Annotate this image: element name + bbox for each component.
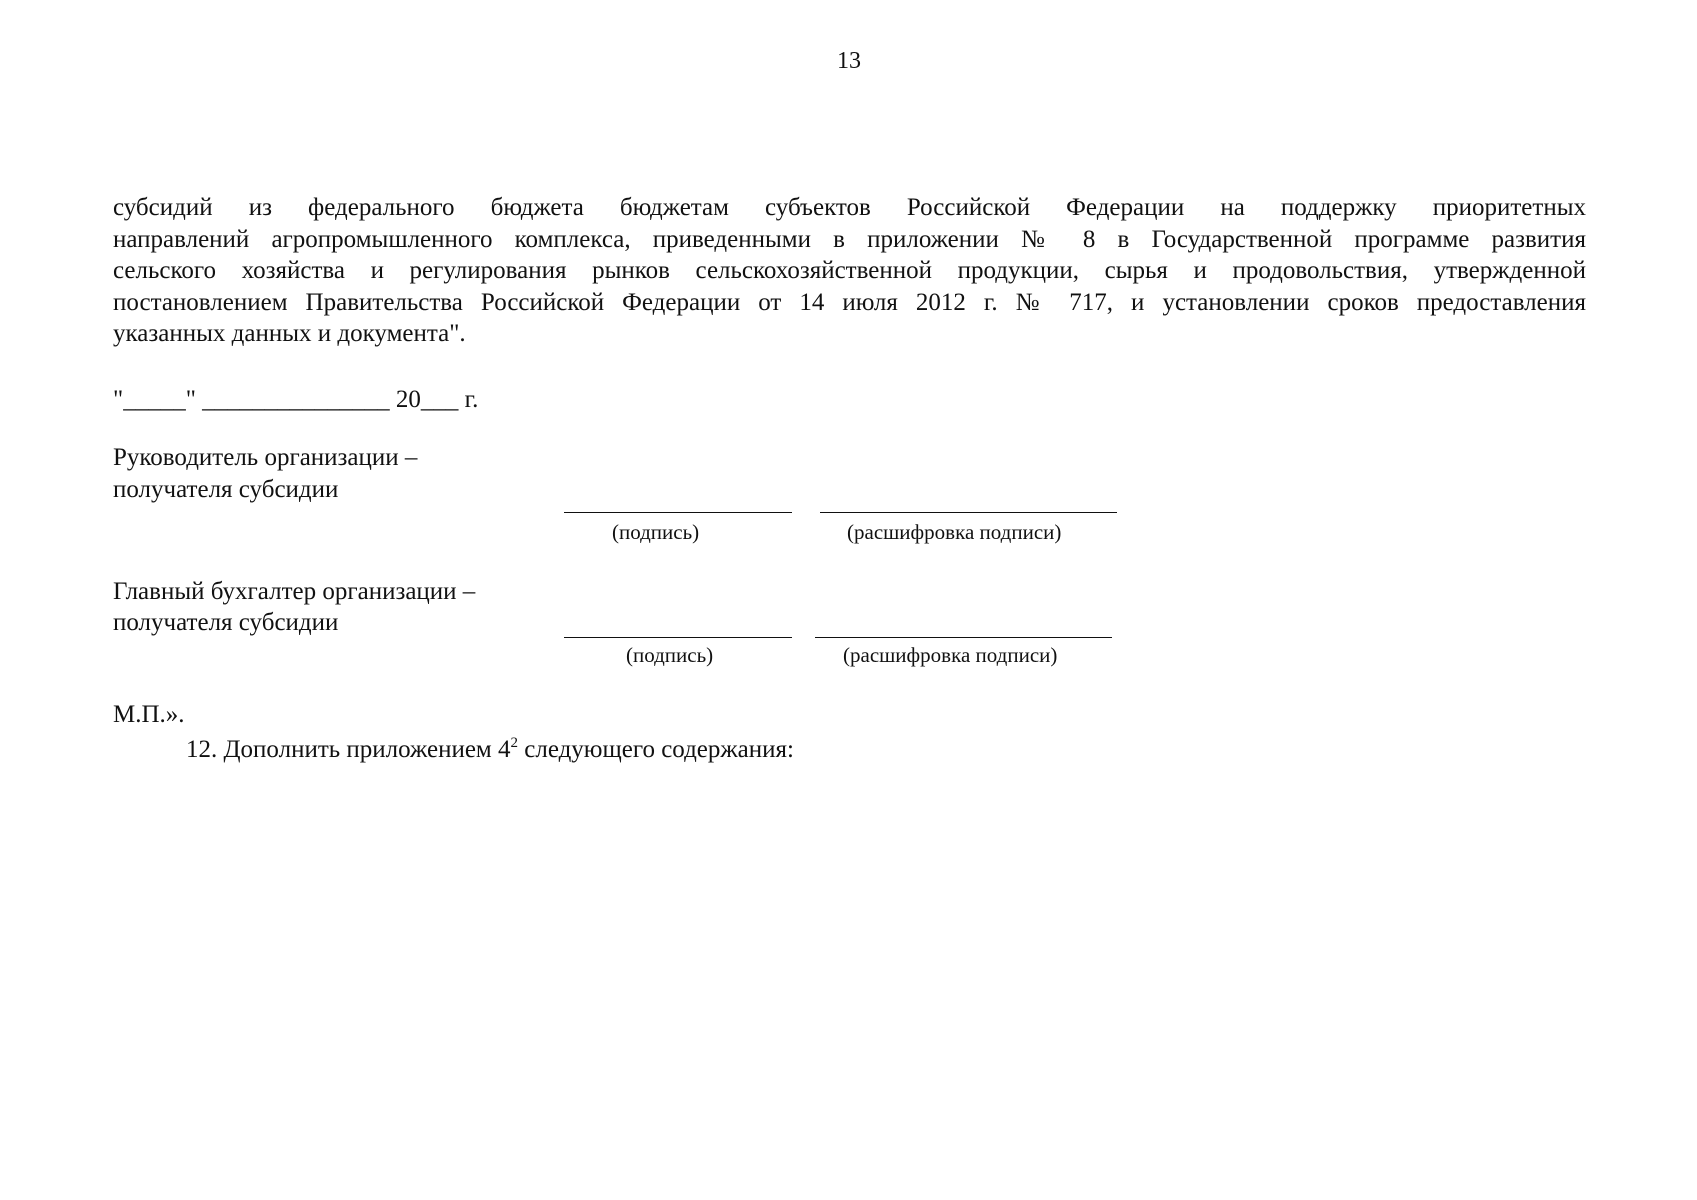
accountant-decoding-line <box>815 637 1112 638</box>
seal-mark: М.П.». <box>113 701 185 728</box>
accountant-signature-caption: (подпись) <box>626 643 714 667</box>
accountant-signature-line <box>564 637 792 638</box>
head-signature-caption: (подпись) <box>612 520 700 544</box>
head-decoding-line <box>820 512 1117 513</box>
accountant-signatory-title-line: получателя субсидии <box>113 609 339 636</box>
head-signatory-title-line: получателя субсидии <box>113 476 339 503</box>
accountant-decoding-caption: (расшифровка подписи) <box>843 643 1058 667</box>
item-12-prefix: 12. Дополнить приложением 4 <box>186 736 511 763</box>
paragraph-line: сельского хозяйства и регулирования рынков сельскохозяйственной продукции, сырья и продовольствия, утвержденной <box>113 257 1586 284</box>
head-signature-line <box>564 512 792 513</box>
head-signatory-title-line: Руководитель организации – <box>113 444 418 471</box>
accountant-signatory-title-line: Главный бухгалтер организации – <box>113 578 476 605</box>
paragraph-line: указанных данных и документа". <box>113 320 466 347</box>
head-signatory-title <box>113 442 417 506</box>
date-field: "_____" _______________ 20___ г. <box>113 386 479 413</box>
item-12-suffix: следующего содержания: <box>518 736 794 763</box>
body-paragraph <box>113 192 1586 350</box>
paragraph-line: направлений агропромышленного комплекса, приведенными в приложении № 8 в Государственной программе развития <box>113 225 1586 253</box>
paragraph-line: субсидий из федерального бюджета бюджетам субъектов Российской Федерации на поддержку приоритетных <box>113 194 1586 221</box>
accountant-signatory-title <box>113 576 475 638</box>
item-12-superscript: 2 <box>510 735 518 751</box>
item-12 <box>186 736 794 764</box>
paragraph-line: постановлением Правительства Российской Федерации от 14 июля 2012 г. № 717, и установлении сроков предоставления <box>113 288 1586 316</box>
head-decoding-caption: (расшифровка подписи) <box>847 520 1062 544</box>
page-number: 13 <box>837 48 861 74</box>
